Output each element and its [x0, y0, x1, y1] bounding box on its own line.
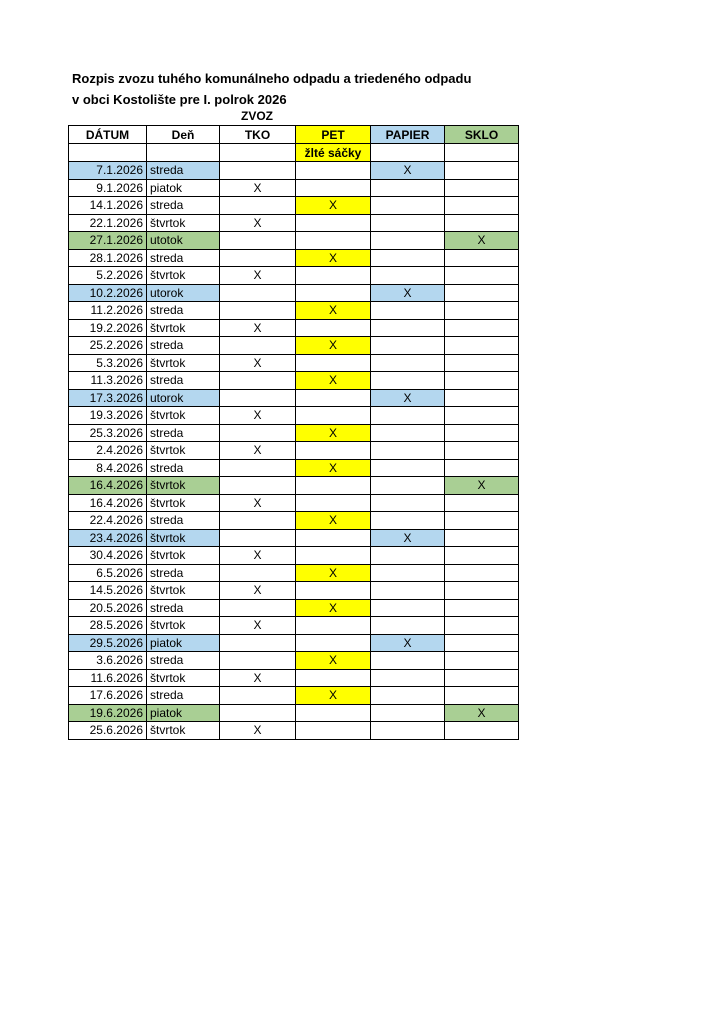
cell-pet	[296, 477, 371, 495]
cell-tko	[220, 197, 296, 215]
table-row	[69, 547, 519, 565]
table-row	[69, 477, 519, 495]
cell-tko	[220, 162, 296, 180]
cell-sklo	[445, 319, 519, 337]
cell-papier	[371, 407, 445, 425]
table-row	[69, 494, 519, 512]
cell-date: 19.3.2026	[69, 407, 147, 425]
cell-sklo	[445, 337, 519, 355]
cell-papier	[371, 494, 445, 512]
cell-day: streda	[147, 599, 220, 617]
cell-sklo	[445, 442, 519, 460]
cell-date: 11.2.2026	[69, 302, 147, 320]
cell-tko	[220, 302, 296, 320]
cell-date: 5.2.2026	[69, 267, 147, 285]
cell-tko: X	[220, 582, 296, 600]
cell-date: 30.4.2026	[69, 547, 147, 565]
cell-pet	[296, 547, 371, 565]
cell-sklo	[445, 634, 519, 652]
cell-tko	[220, 652, 296, 670]
header-pet-sub: žlté sáčky	[296, 144, 371, 162]
cell-tko: X	[220, 407, 296, 425]
cell-papier	[371, 197, 445, 215]
cell-sklo: X	[445, 477, 519, 495]
cell-papier	[371, 267, 445, 285]
cell-pet: X	[296, 424, 371, 442]
cell-sklo	[445, 389, 519, 407]
table-row	[69, 284, 519, 302]
cell-date: 3.6.2026	[69, 652, 147, 670]
cell-date: 29.5.2026	[69, 634, 147, 652]
cell-pet	[296, 389, 371, 407]
cell-day: utorok	[147, 389, 220, 407]
cell-pet: X	[296, 512, 371, 530]
cell-papier	[371, 669, 445, 687]
cell-day: streda	[147, 424, 220, 442]
cell-papier: X	[371, 634, 445, 652]
cell-date: 9.1.2026	[69, 179, 147, 197]
cell-sklo	[445, 249, 519, 267]
cell-pet	[296, 267, 371, 285]
cell-tko	[220, 372, 296, 390]
cell-pet: X	[296, 337, 371, 355]
cell-tko: X	[220, 617, 296, 635]
cell-day: piatok	[147, 179, 220, 197]
header-papier: PAPIER	[371, 126, 445, 144]
header-date: DÁTUM	[69, 126, 147, 144]
cell-day: streda	[147, 459, 220, 477]
cell-papier	[371, 617, 445, 635]
cell-papier	[371, 564, 445, 582]
cell-tko	[220, 529, 296, 547]
cell-pet	[296, 407, 371, 425]
cell-pet: X	[296, 302, 371, 320]
header-tko: TKO	[220, 126, 296, 144]
cell-day: štvrtok	[147, 477, 220, 495]
cell-tko	[220, 599, 296, 617]
header-sklo: SKLO	[445, 126, 519, 144]
table-row	[69, 704, 519, 722]
table-row	[69, 232, 519, 250]
cell-papier	[371, 302, 445, 320]
cell-tko: X	[220, 179, 296, 197]
table-row	[69, 407, 519, 425]
table-row	[69, 319, 519, 337]
cell-sklo	[445, 214, 519, 232]
table-row	[69, 249, 519, 267]
cell-date: 14.1.2026	[69, 197, 147, 215]
document-title	[72, 68, 471, 110]
cell-tko: X	[220, 494, 296, 512]
cell-sklo	[445, 512, 519, 530]
cell-date: 7.1.2026	[69, 162, 147, 180]
cell-day: streda	[147, 372, 220, 390]
cell-sklo	[445, 459, 519, 477]
cell-date: 25.2.2026	[69, 337, 147, 355]
cell-date: 22.1.2026	[69, 214, 147, 232]
cell-sklo	[445, 284, 519, 302]
cell-pet	[296, 162, 371, 180]
cell-date: 19.2.2026	[69, 319, 147, 337]
cell-pet	[296, 319, 371, 337]
cell-date: 5.3.2026	[69, 354, 147, 372]
cell-day: štvrtok	[147, 547, 220, 565]
cell-pet: X	[296, 564, 371, 582]
cell-tko	[220, 634, 296, 652]
cell-sklo	[445, 582, 519, 600]
cell-papier	[371, 652, 445, 670]
cell-papier	[371, 442, 445, 460]
cell-pet	[296, 669, 371, 687]
table-row	[69, 372, 519, 390]
cell-day: štvrtok	[147, 354, 220, 372]
cell-date: 11.3.2026	[69, 372, 147, 390]
table-row	[69, 162, 519, 180]
cell-day: štvrtok	[147, 494, 220, 512]
cell-papier	[371, 722, 445, 740]
table-row	[69, 214, 519, 232]
cell-papier: X	[371, 284, 445, 302]
cell-day: štvrtok	[147, 617, 220, 635]
cell-date: 23.4.2026	[69, 529, 147, 547]
header-row	[69, 126, 519, 144]
cell-day: streda	[147, 512, 220, 530]
cell-papier	[371, 214, 445, 232]
table-row	[69, 512, 519, 530]
cell-tko: X	[220, 267, 296, 285]
cell-pet	[296, 442, 371, 460]
cell-sklo	[445, 564, 519, 582]
cell-tko	[220, 424, 296, 442]
cell-date: 10.2.2026	[69, 284, 147, 302]
cell-day: streda	[147, 249, 220, 267]
cell-sklo	[445, 687, 519, 705]
cell-day: streda	[147, 302, 220, 320]
table-row	[69, 197, 519, 215]
cell-date: 6.5.2026	[69, 564, 147, 582]
cell-date: 14.5.2026	[69, 582, 147, 600]
cell-date: 2.4.2026	[69, 442, 147, 460]
cell-pet	[296, 284, 371, 302]
cell-date: 25.6.2026	[69, 722, 147, 740]
cell-pet	[296, 494, 371, 512]
cell-pet	[296, 722, 371, 740]
cell-day: štvrtok	[147, 442, 220, 460]
cell-date: 11.6.2026	[69, 669, 147, 687]
cell-pet: X	[296, 599, 371, 617]
cell-tko	[220, 337, 296, 355]
cell-day: streda	[147, 652, 220, 670]
table-row	[69, 652, 519, 670]
cell-day: utotok	[147, 232, 220, 250]
cell-day: piatok	[147, 704, 220, 722]
cell-papier	[371, 337, 445, 355]
subheader-empty-day	[147, 144, 220, 162]
cell-day: štvrtok	[147, 669, 220, 687]
cell-sklo: X	[445, 704, 519, 722]
schedule-body	[69, 162, 519, 740]
cell-pet: X	[296, 687, 371, 705]
subheader-empty-tko	[220, 144, 296, 162]
cell-tko: X	[220, 442, 296, 460]
header-day: Deň	[147, 126, 220, 144]
cell-papier	[371, 512, 445, 530]
cell-papier	[371, 354, 445, 372]
cell-date: 28.1.2026	[69, 249, 147, 267]
cell-date: 16.4.2026	[69, 477, 147, 495]
cell-pet	[296, 617, 371, 635]
table-row	[69, 179, 519, 197]
zvoz-label: ZVOZ	[241, 109, 273, 123]
cell-date: 28.5.2026	[69, 617, 147, 635]
cell-pet: X	[296, 652, 371, 670]
cell-pet: X	[296, 249, 371, 267]
cell-sklo	[445, 722, 519, 740]
cell-pet	[296, 582, 371, 600]
cell-date: 20.5.2026	[69, 599, 147, 617]
cell-day: streda	[147, 687, 220, 705]
cell-tko	[220, 687, 296, 705]
cell-day: štvrtok	[147, 722, 220, 740]
table-row	[69, 669, 519, 687]
cell-pet	[296, 179, 371, 197]
table-row	[69, 564, 519, 582]
cell-pet	[296, 529, 371, 547]
cell-date: 27.1.2026	[69, 232, 147, 250]
table-row	[69, 442, 519, 460]
cell-date: 17.3.2026	[69, 389, 147, 407]
cell-papier	[371, 582, 445, 600]
table-row	[69, 389, 519, 407]
cell-papier	[371, 372, 445, 390]
cell-date: 22.4.2026	[69, 512, 147, 530]
subheader-empty-papier	[371, 144, 445, 162]
cell-date: 19.6.2026	[69, 704, 147, 722]
cell-day: utorok	[147, 284, 220, 302]
cell-pet	[296, 354, 371, 372]
title-line-1: Rozpis zvozu tuhého komunálneho odpadu a triedeného odpadu	[72, 71, 472, 86]
cell-tko: X	[220, 354, 296, 372]
header-pet: PET	[296, 126, 371, 144]
cell-papier: X	[371, 529, 445, 547]
cell-tko: X	[220, 669, 296, 687]
cell-day: štvrtok	[147, 319, 220, 337]
cell-sklo	[445, 197, 519, 215]
cell-day: streda	[147, 337, 220, 355]
table-row	[69, 617, 519, 635]
cell-sklo	[445, 372, 519, 390]
cell-papier	[371, 477, 445, 495]
table-row	[69, 337, 519, 355]
cell-tko	[220, 704, 296, 722]
cell-tko	[220, 512, 296, 530]
cell-pet	[296, 214, 371, 232]
table-row	[69, 302, 519, 320]
subheader-empty-date	[69, 144, 147, 162]
cell-day: piatok	[147, 634, 220, 652]
table-row	[69, 424, 519, 442]
cell-date: 25.3.2026	[69, 424, 147, 442]
cell-papier	[371, 687, 445, 705]
cell-sklo	[445, 302, 519, 320]
cell-day: streda	[147, 162, 220, 180]
subheader-empty-sklo	[445, 144, 519, 162]
cell-day: streda	[147, 197, 220, 215]
cell-tko	[220, 232, 296, 250]
cell-sklo	[445, 267, 519, 285]
cell-tko: X	[220, 214, 296, 232]
cell-tko: X	[220, 319, 296, 337]
cell-date: 17.6.2026	[69, 687, 147, 705]
cell-day: štvrtok	[147, 267, 220, 285]
cell-papier	[371, 179, 445, 197]
cell-papier: X	[371, 162, 445, 180]
cell-papier	[371, 547, 445, 565]
title-line-2: v obci Kostolište pre I. polrok 2026	[72, 92, 287, 107]
subheader-row	[69, 144, 519, 162]
cell-tko: X	[220, 722, 296, 740]
table-row	[69, 459, 519, 477]
cell-tko	[220, 459, 296, 477]
cell-papier	[371, 704, 445, 722]
table-row	[69, 687, 519, 705]
cell-pet: X	[296, 459, 371, 477]
cell-day: štvrtok	[147, 407, 220, 425]
cell-papier	[371, 319, 445, 337]
cell-sklo	[445, 494, 519, 512]
cell-papier	[371, 599, 445, 617]
cell-sklo	[445, 599, 519, 617]
cell-pet	[296, 704, 371, 722]
cell-sklo	[445, 652, 519, 670]
cell-papier: X	[371, 389, 445, 407]
cell-sklo	[445, 617, 519, 635]
cell-sklo	[445, 547, 519, 565]
cell-date: 16.4.2026	[69, 494, 147, 512]
collection-schedule-table	[68, 125, 519, 740]
cell-tko: X	[220, 547, 296, 565]
cell-sklo: X	[445, 232, 519, 250]
cell-day: štvrtok	[147, 214, 220, 232]
cell-sklo	[445, 407, 519, 425]
cell-day: štvrtok	[147, 582, 220, 600]
cell-date: 8.4.2026	[69, 459, 147, 477]
table-row	[69, 354, 519, 372]
cell-sklo	[445, 354, 519, 372]
cell-tko	[220, 477, 296, 495]
cell-tko	[220, 564, 296, 582]
cell-sklo	[445, 179, 519, 197]
cell-papier	[371, 459, 445, 477]
cell-pet	[296, 634, 371, 652]
cell-papier	[371, 232, 445, 250]
table-row	[69, 634, 519, 652]
table-row	[69, 599, 519, 617]
cell-papier	[371, 424, 445, 442]
cell-sklo	[445, 529, 519, 547]
cell-tko	[220, 284, 296, 302]
cell-sklo	[445, 162, 519, 180]
table-row	[69, 529, 519, 547]
cell-pet: X	[296, 372, 371, 390]
cell-sklo	[445, 424, 519, 442]
table-row	[69, 722, 519, 740]
cell-day: štvrtok	[147, 529, 220, 547]
cell-papier	[371, 249, 445, 267]
cell-tko	[220, 389, 296, 407]
cell-sklo	[445, 669, 519, 687]
cell-tko	[220, 249, 296, 267]
cell-pet	[296, 232, 371, 250]
cell-pet: X	[296, 197, 371, 215]
table-row	[69, 267, 519, 285]
table-row	[69, 582, 519, 600]
cell-day: streda	[147, 564, 220, 582]
